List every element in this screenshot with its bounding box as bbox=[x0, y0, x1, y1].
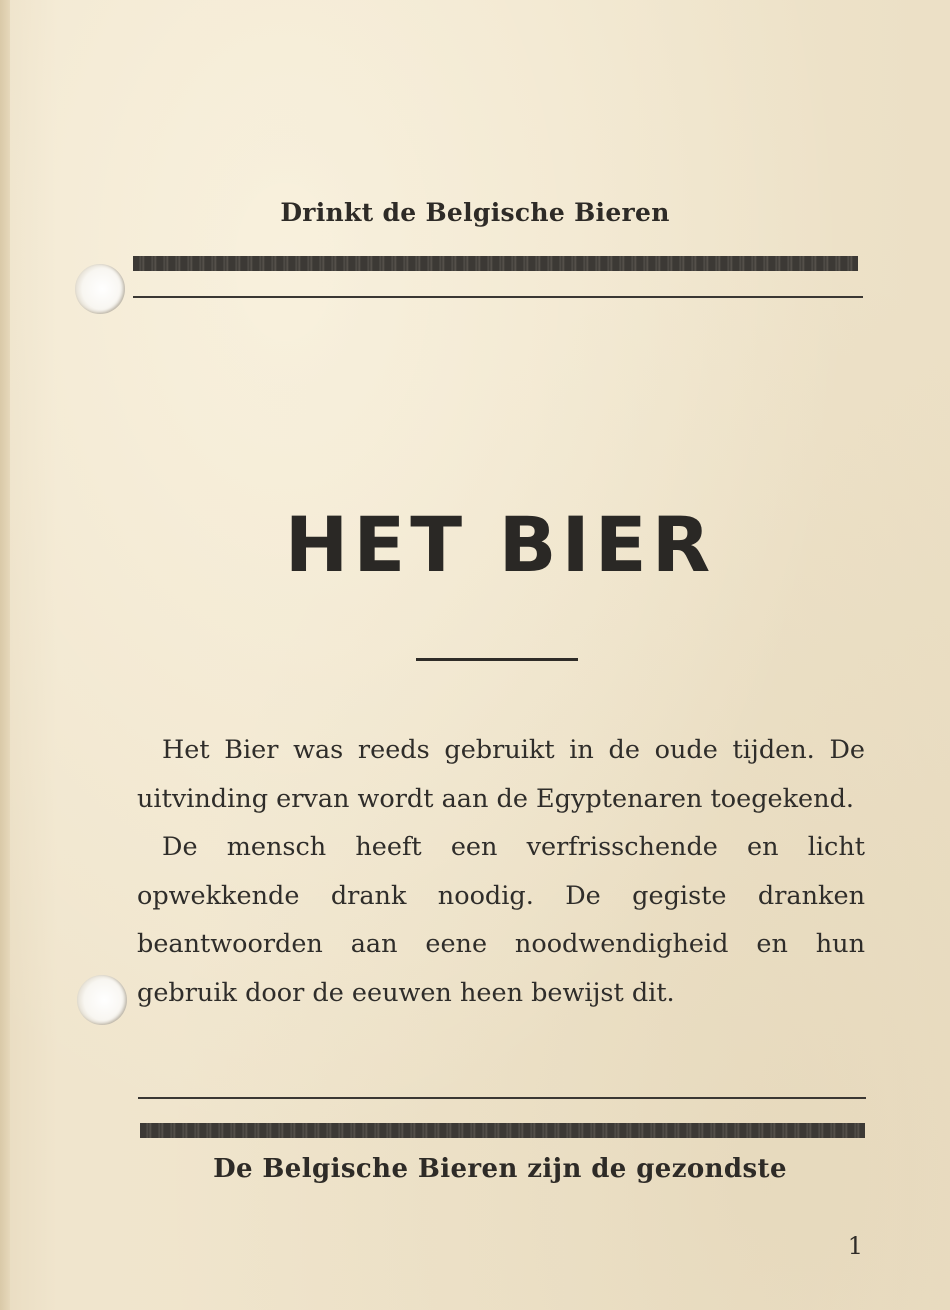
header-tagline: Drinkt de Belgische Bieren bbox=[280, 198, 670, 227]
punch-hole-bottom bbox=[77, 975, 127, 1025]
page-spine-edge bbox=[0, 0, 10, 1310]
top-thick-rule bbox=[133, 256, 858, 271]
paragraph-1: Het Bier was reeds gebruikt in de oude tijden. De uitvinding ervan wordt aan de Egyptenaren toegekend. bbox=[137, 735, 865, 814]
title-underline bbox=[416, 658, 578, 661]
punch-hole-top bbox=[75, 264, 125, 314]
page-title: HET BIER bbox=[284, 500, 716, 589]
bottom-thin-rule bbox=[138, 1097, 866, 1099]
top-thin-rule bbox=[133, 296, 863, 298]
bottom-thick-rule bbox=[140, 1123, 865, 1138]
body-text bbox=[137, 726, 865, 1017]
footer-slogan: De Belgische Bieren zijn de gezondste bbox=[213, 1154, 787, 1184]
page-number: 1 bbox=[847, 1232, 863, 1260]
paragraph-2: De mensch heeft een verfrisschende en licht opwekkende drank noodig. De gegiste dranken beantwoorden aan eene noodwendigheid en hun gebruik door de eeuwen heen bewijst dit. bbox=[137, 832, 865, 1008]
